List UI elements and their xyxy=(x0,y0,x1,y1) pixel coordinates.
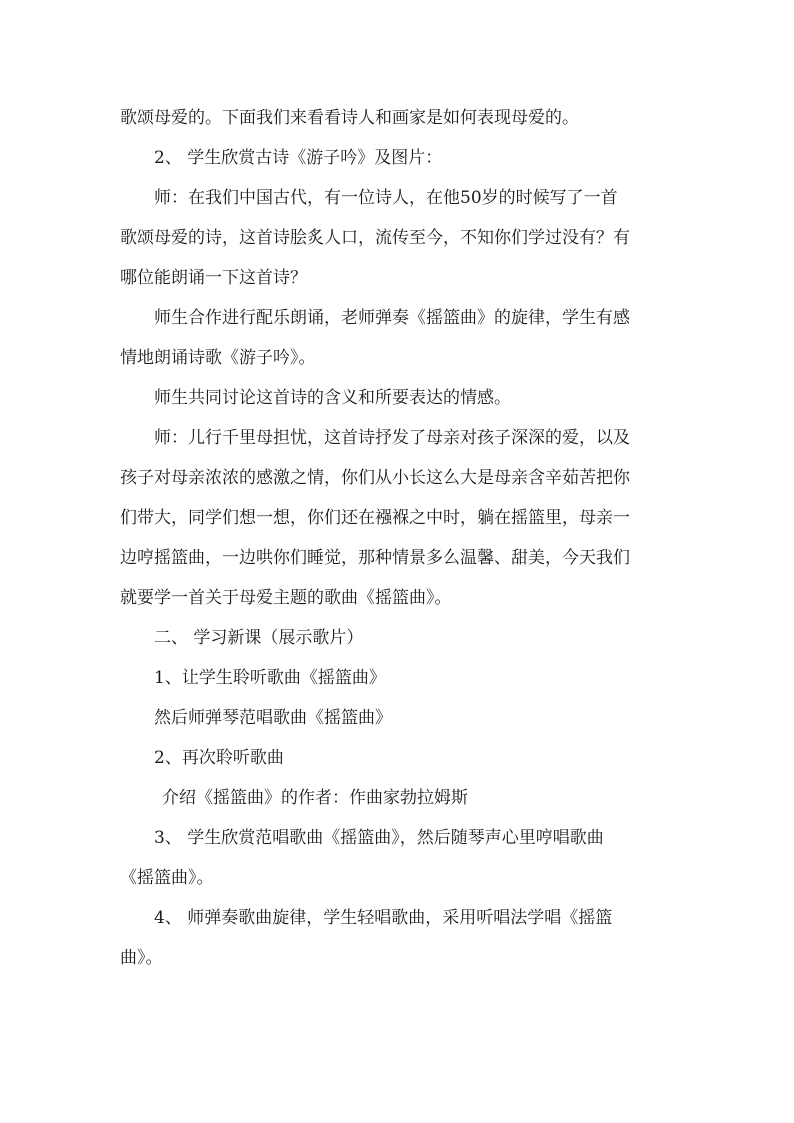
section-heading-new-lesson: 二、 学习新课（展示歌片） xyxy=(154,628,364,648)
list-item: 4、 师弹奏歌曲旋律，学生轻唱歌曲，采用听唱法学唱《摇篮 xyxy=(154,908,613,928)
text-line: 就要学一首关于母爱主题的歌曲《摇篮曲》。 xyxy=(120,588,452,608)
text-line: 边哼摇篮曲，一边哄你们睡觉，那种情景多么温馨、甜美，今天我们 xyxy=(120,548,630,568)
list-item: 2、再次聆听歌曲 xyxy=(154,748,284,768)
text-line: 然后师弹琴范唱歌曲《摇篮曲》 xyxy=(154,708,392,728)
text-line: 师生合作进行配乐朗诵，老师弹奏《摇篮曲》的旋律，学生有感 xyxy=(154,308,630,328)
text-line: 哪位能朗诵一下这首诗？ xyxy=(120,268,307,288)
text-line: 歌颂母爱的诗，这首诗脍炙人口，流传至今，不知你们学过没有？有 xyxy=(120,228,630,248)
text-line: 师：儿行千里母担忧，这首诗抒发了母亲对孩子深深的爱，以及 xyxy=(154,428,630,448)
text-line: 师生共同讨论这首诗的含义和所要表达的情感。 xyxy=(154,388,511,408)
section-item-2-heading: 2、 学生欣赏古诗《游子吟》及图片： xyxy=(154,148,443,168)
text-line: 曲》。 xyxy=(120,948,163,968)
list-item: 3、 学生欣赏范唱歌曲《摇篮曲》，然后随琴声心里哼唱歌曲 xyxy=(154,828,604,848)
text-line: 介绍《摇篮曲》的作者：作曲家勃拉姆斯 xyxy=(162,788,468,808)
text-line: 师：在我们中国古代，有一位诗人，在他50岁的时候写了一首 xyxy=(154,188,618,208)
text-line: 孩子对母亲浓浓的感激之情，你们从小长这么大是母亲含辛茹苦把你 xyxy=(120,468,630,488)
text-line: 《摇篮曲》。 xyxy=(120,868,214,888)
text-line: 情地朗诵诗歌《游子吟》。 xyxy=(120,348,316,368)
document-body xyxy=(120,98,676,978)
list-item: 1、让学生聆听歌曲《摇篮曲》 xyxy=(154,668,386,688)
text-line: 们带大，同学们想一想，你们还在襁褓之中时，躺在摇篮里，母亲一 xyxy=(120,508,630,528)
text-line: 歌颂母爱的。下面我们来看看诗人和画家是如何表现母爱的。 xyxy=(120,108,579,128)
